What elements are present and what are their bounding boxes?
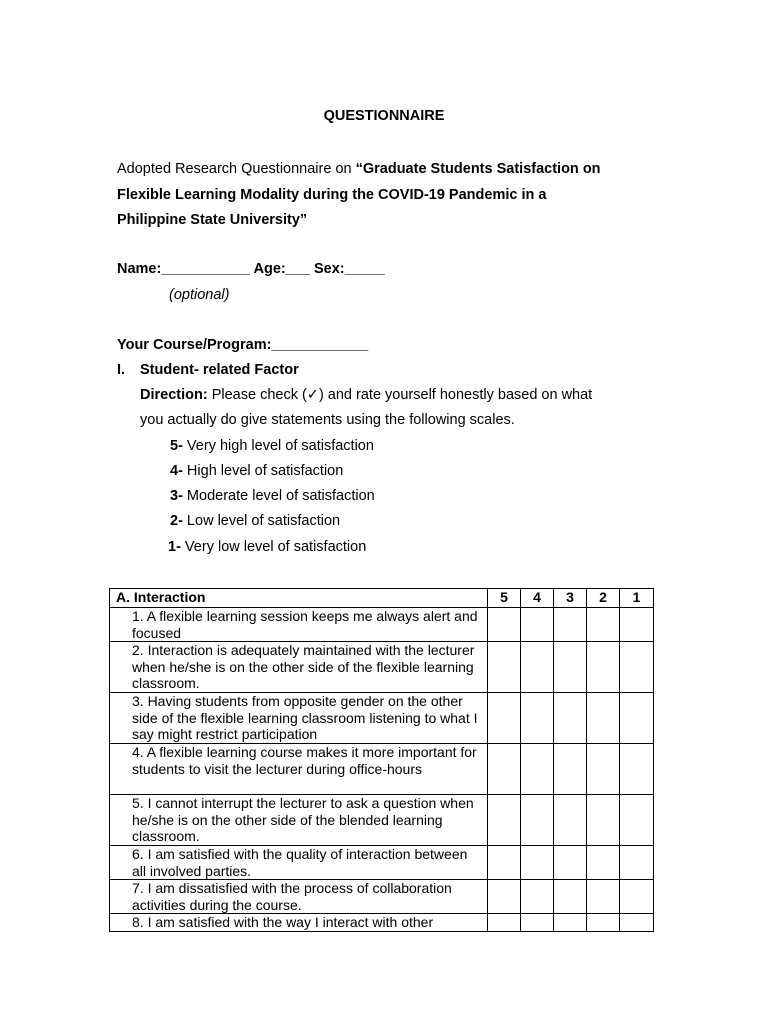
rating-cell-4[interactable] — [521, 693, 554, 744]
scale-text: Moderate level of satisfaction — [182, 488, 375, 504]
rating-cell-2[interactable] — [587, 744, 620, 795]
statement-text: 1. A flexible learning session keeps me always alert and focused — [110, 608, 488, 642]
scale-number: 1- — [168, 539, 181, 555]
table-row — [110, 608, 654, 642]
statement-text: 3. Having students from opposite gender on the other side of the flexible learning classroom listening to what I say might restrict participation — [110, 693, 488, 744]
rating-cell-5[interactable] — [488, 914, 521, 932]
direction-line-1 — [140, 387, 592, 403]
rating-cell-1[interactable] — [620, 744, 654, 795]
statement-text: 4. A flexible learning course makes it more important for students to visit the lecturer during office-hours — [110, 744, 488, 795]
rating-cell-1[interactable] — [620, 846, 654, 880]
scale-item — [170, 488, 375, 504]
interaction-rating-table — [109, 588, 654, 932]
rating-cell-5[interactable] — [488, 608, 521, 642]
table-row — [110, 744, 654, 795]
study-title-line-3: Philippine State University” — [117, 212, 308, 228]
statement-text: 5. I cannot interrupt the lecturer to ask a question when he/she is on the other side of the blended learning classroom. — [110, 795, 488, 846]
scale-number: 2- — [170, 513, 183, 529]
rating-cell-5[interactable] — [488, 795, 521, 846]
age-sex-fields: Age:___ Sex:_____ — [253, 261, 385, 277]
course-program-field: Your Course/Program:____________ — [117, 337, 369, 353]
intro-paragraph — [117, 157, 657, 234]
name-label: Name — [117, 261, 157, 277]
rating-cell-4[interactable] — [521, 880, 554, 914]
column-header-2: 2 — [587, 589, 620, 608]
column-header-5: 5 — [488, 589, 521, 608]
rating-cell-5[interactable] — [488, 693, 521, 744]
scale-number: 5- — [170, 438, 183, 454]
rating-cell-3[interactable] — [554, 693, 587, 744]
rating-cell-1[interactable] — [620, 795, 654, 846]
column-header-4: 4 — [521, 589, 554, 608]
table-header-row — [110, 589, 654, 608]
rating-cell-2[interactable] — [587, 795, 620, 846]
optional-note: (optional) — [169, 287, 230, 303]
rating-cell-1[interactable] — [620, 914, 654, 932]
scale-text: Very low level of satisfaction — [180, 539, 367, 555]
intro-prefix: Adopted Research Questionnaire on — [117, 161, 356, 177]
scale-item — [168, 539, 366, 555]
rating-cell-3[interactable] — [554, 914, 587, 932]
section-heading: Student- related Factor — [140, 362, 299, 378]
rating-cell-5[interactable] — [488, 642, 521, 693]
direction-text-1: Please check (✓) and rate yourself honestly based on what — [207, 387, 593, 403]
direction-label: Direction: — [140, 387, 208, 403]
rating-cell-2[interactable] — [587, 693, 620, 744]
section-number: I. — [117, 362, 126, 378]
statement-text: 2. Interaction is adequately maintained with the lecturer when he/she is on the other side of the flexible learning classroom. — [110, 642, 488, 693]
study-title-line-2: Flexible Learning Modality during the COVID-19 Pandemic in a — [117, 186, 547, 203]
scale-text: Low level of satisfaction — [182, 513, 341, 529]
rating-cell-4[interactable] — [521, 914, 554, 932]
rating-cell-1[interactable] — [620, 642, 654, 693]
study-title-line-1: “Graduate Students Satisfaction on — [355, 161, 601, 177]
scale-item — [170, 513, 340, 529]
scale-text: High level of satisfaction — [182, 463, 344, 479]
rating-cell-4[interactable] — [521, 795, 554, 846]
table-header-title: A. Interaction — [110, 589, 488, 608]
rating-cell-1[interactable] — [620, 693, 654, 744]
rating-cell-5[interactable] — [488, 846, 521, 880]
scale-number: 3- — [170, 488, 183, 504]
rating-cell-3[interactable] — [554, 744, 587, 795]
rating-cell-2[interactable] — [587, 608, 620, 642]
rating-cell-5[interactable] — [488, 744, 521, 795]
rating-cell-4[interactable] — [521, 642, 554, 693]
scale-item — [170, 463, 343, 479]
rating-cell-2[interactable] — [587, 642, 620, 693]
table-row — [110, 795, 654, 846]
rating-cell-4[interactable] — [521, 744, 554, 795]
name-age-sex-line — [117, 261, 385, 277]
rating-cell-1[interactable] — [620, 880, 654, 914]
table-row — [110, 693, 654, 744]
column-header-3: 3 — [554, 589, 587, 608]
scale-number: 4- — [170, 463, 183, 479]
page-title: QUESTIONNAIRE — [323, 108, 445, 124]
scale-text: Very high level of satisfaction — [182, 438, 374, 454]
rating-cell-3[interactable] — [554, 608, 587, 642]
table-row — [110, 846, 654, 880]
name-blank: :___________ — [156, 261, 254, 277]
rating-cell-5[interactable] — [488, 880, 521, 914]
table-row — [110, 914, 654, 932]
rating-cell-3[interactable] — [554, 795, 587, 846]
rating-cell-3[interactable] — [554, 846, 587, 880]
rating-cell-2[interactable] — [587, 914, 620, 932]
rating-cell-2[interactable] — [587, 880, 620, 914]
table-row — [110, 880, 654, 914]
statement-text: 8. I am satisfied with the way I interact with other — [110, 914, 488, 932]
rating-cell-2[interactable] — [587, 846, 620, 880]
rating-cell-3[interactable] — [554, 642, 587, 693]
direction-line-2: you actually do give statements using the following scales. — [140, 412, 515, 428]
column-header-1: 1 — [620, 589, 654, 608]
statement-text: 6. I am satisfied with the quality of interaction between all involved parties. — [110, 846, 488, 880]
rating-cell-1[interactable] — [620, 608, 654, 642]
statement-text: 7. I am dissatisfied with the process of collaboration activities during the course. — [110, 880, 488, 914]
scale-item — [170, 438, 374, 454]
rating-cell-4[interactable] — [521, 846, 554, 880]
table-row — [110, 642, 654, 693]
rating-cell-3[interactable] — [554, 880, 587, 914]
rating-cell-4[interactable] — [521, 608, 554, 642]
